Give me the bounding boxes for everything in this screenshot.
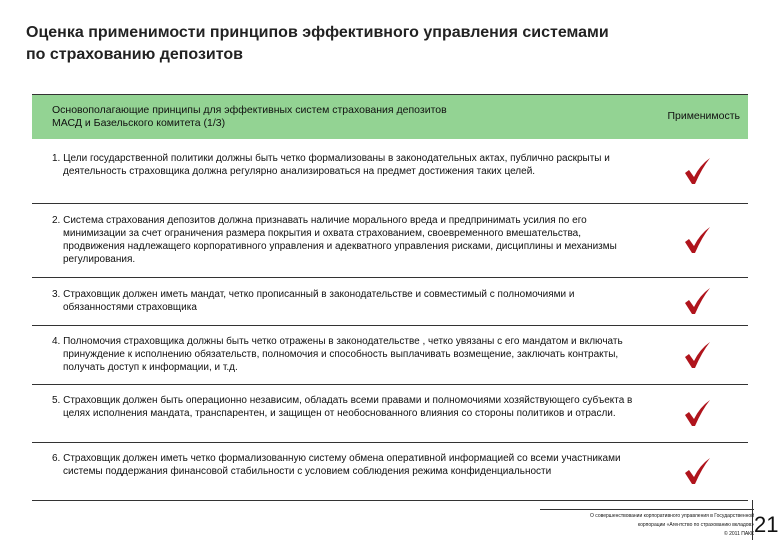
table-row: [32, 325, 748, 385]
title-line: Оценка применимости принципов эффективного управления системами: [26, 24, 609, 41]
table-header: [32, 94, 748, 139]
principle-text: 6. Страховщик должен иметь четко формализованную систему обмена оперативной информацией со всеми участниками системы поддержания финансовой стабильности с условием соблюдения режима конфиденциальности: [52, 452, 621, 477]
principle-text: 5. Страховщик должен быть операционно независим, обладать всеми правами и полномочиями хозяйствующего субъекта в целях исполнения мандата, транспарентен, и защищен от необоснованного влияния со стороны политиков и отрасли.: [52, 394, 633, 419]
page-number: 21: [754, 512, 779, 537]
checkmark-icon: [682, 156, 712, 186]
table-row: [32, 384, 748, 443]
header-principles: [52, 104, 447, 130]
checkmark-icon: [682, 456, 712, 486]
table-row: [32, 139, 748, 204]
checkmark-icon: [682, 340, 712, 370]
checkmark-icon: [682, 225, 712, 255]
footer-note: [540, 509, 754, 539]
table-row: [32, 277, 748, 326]
principle-text: 4. Полномочия страховщика должны быть четко отражены в законодательстве , четко увязаны с его мандатом и включать принуждение к исполнению обязательств, полномочия и способность выплачивать возмещение, заключать контракты, получать доступ к информации, и т.д.: [52, 336, 623, 373]
principle-text: 3. Страховщик должен иметь мандат, четко прописанный в законодательстве и совместимый с полномочиями и обязанностями страховщика: [52, 289, 575, 313]
header-line: Основополагающие принципы для эффективных систем страхования депозитов: [52, 104, 447, 116]
footer-line: корпорации «Агентство по страхованию вкладов»: [637, 522, 754, 528]
principle-text: 2. Система страхования депозитов должна признавать наличие морального вреда и предпринимать усилия по его минимизации за счет ограничения размера покрытия и охвата страхованием, своевременного вмешательства, продвижения надлежащего корпоративного управления и адекватного управления рисками, дисциплины и механизмы регулирования.: [52, 215, 617, 265]
footer-line: О совершенствовании корпоративного управления в Государственной: [590, 513, 754, 519]
checkmark-icon: [682, 398, 712, 428]
table-row: [32, 442, 748, 501]
header-applicability: Применимость: [667, 110, 740, 122]
footer-line: © 2011 ПАКК: [724, 531, 754, 537]
checkmark-icon: [682, 286, 712, 316]
page-title: [26, 22, 609, 66]
header-line: МАСД и Базельского комитета (1/3): [52, 117, 226, 129]
table-row: [32, 203, 748, 278]
principle-text: 1. Цели государственной политики должны быть четко формализованы в законодательных актах, публично раскрыты и деятельность страховщика должна регулярно анализироваться на предмет достижения таких целей.: [52, 152, 610, 177]
title-line: по страхованию депозитов: [26, 46, 243, 63]
